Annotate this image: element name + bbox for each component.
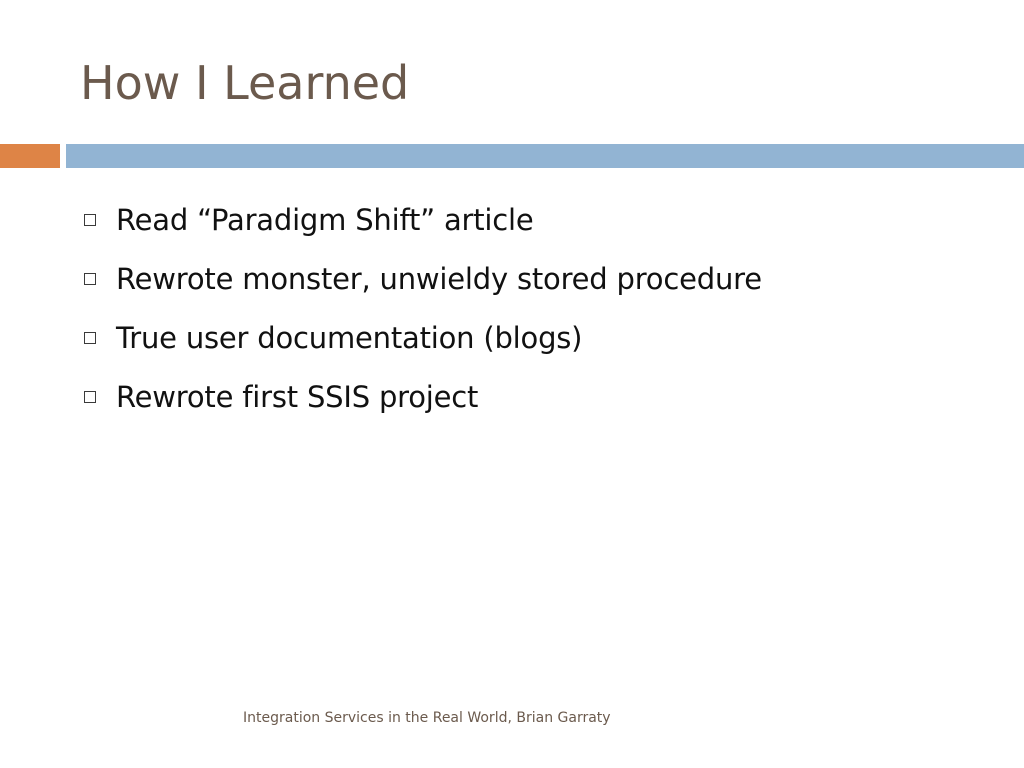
hollow-square-icon	[84, 273, 96, 285]
bullet-text: True user documentation (blogs)	[116, 320, 583, 355]
bullet-item	[80, 190, 762, 249]
bullet-text: Rewrote monster, unwieldy stored procedure	[116, 261, 762, 296]
slide-title: How I Learned	[80, 56, 410, 110]
accent-bar-orange	[0, 144, 60, 168]
bullet-item	[80, 308, 762, 367]
bullet-text: Read “Paradigm Shift” article	[116, 202, 534, 237]
bullet-list	[80, 190, 762, 426]
bullet-text: Rewrote first SSIS project	[116, 379, 479, 414]
hollow-square-icon	[84, 391, 96, 403]
bullet-item	[80, 249, 762, 308]
hollow-square-icon	[84, 332, 96, 344]
bullet-item	[80, 367, 762, 426]
slide-footer: Integration Services in the Real World, Brian Garraty	[243, 710, 611, 726]
accent-bar-blue	[66, 144, 1024, 168]
hollow-square-icon	[84, 214, 96, 226]
